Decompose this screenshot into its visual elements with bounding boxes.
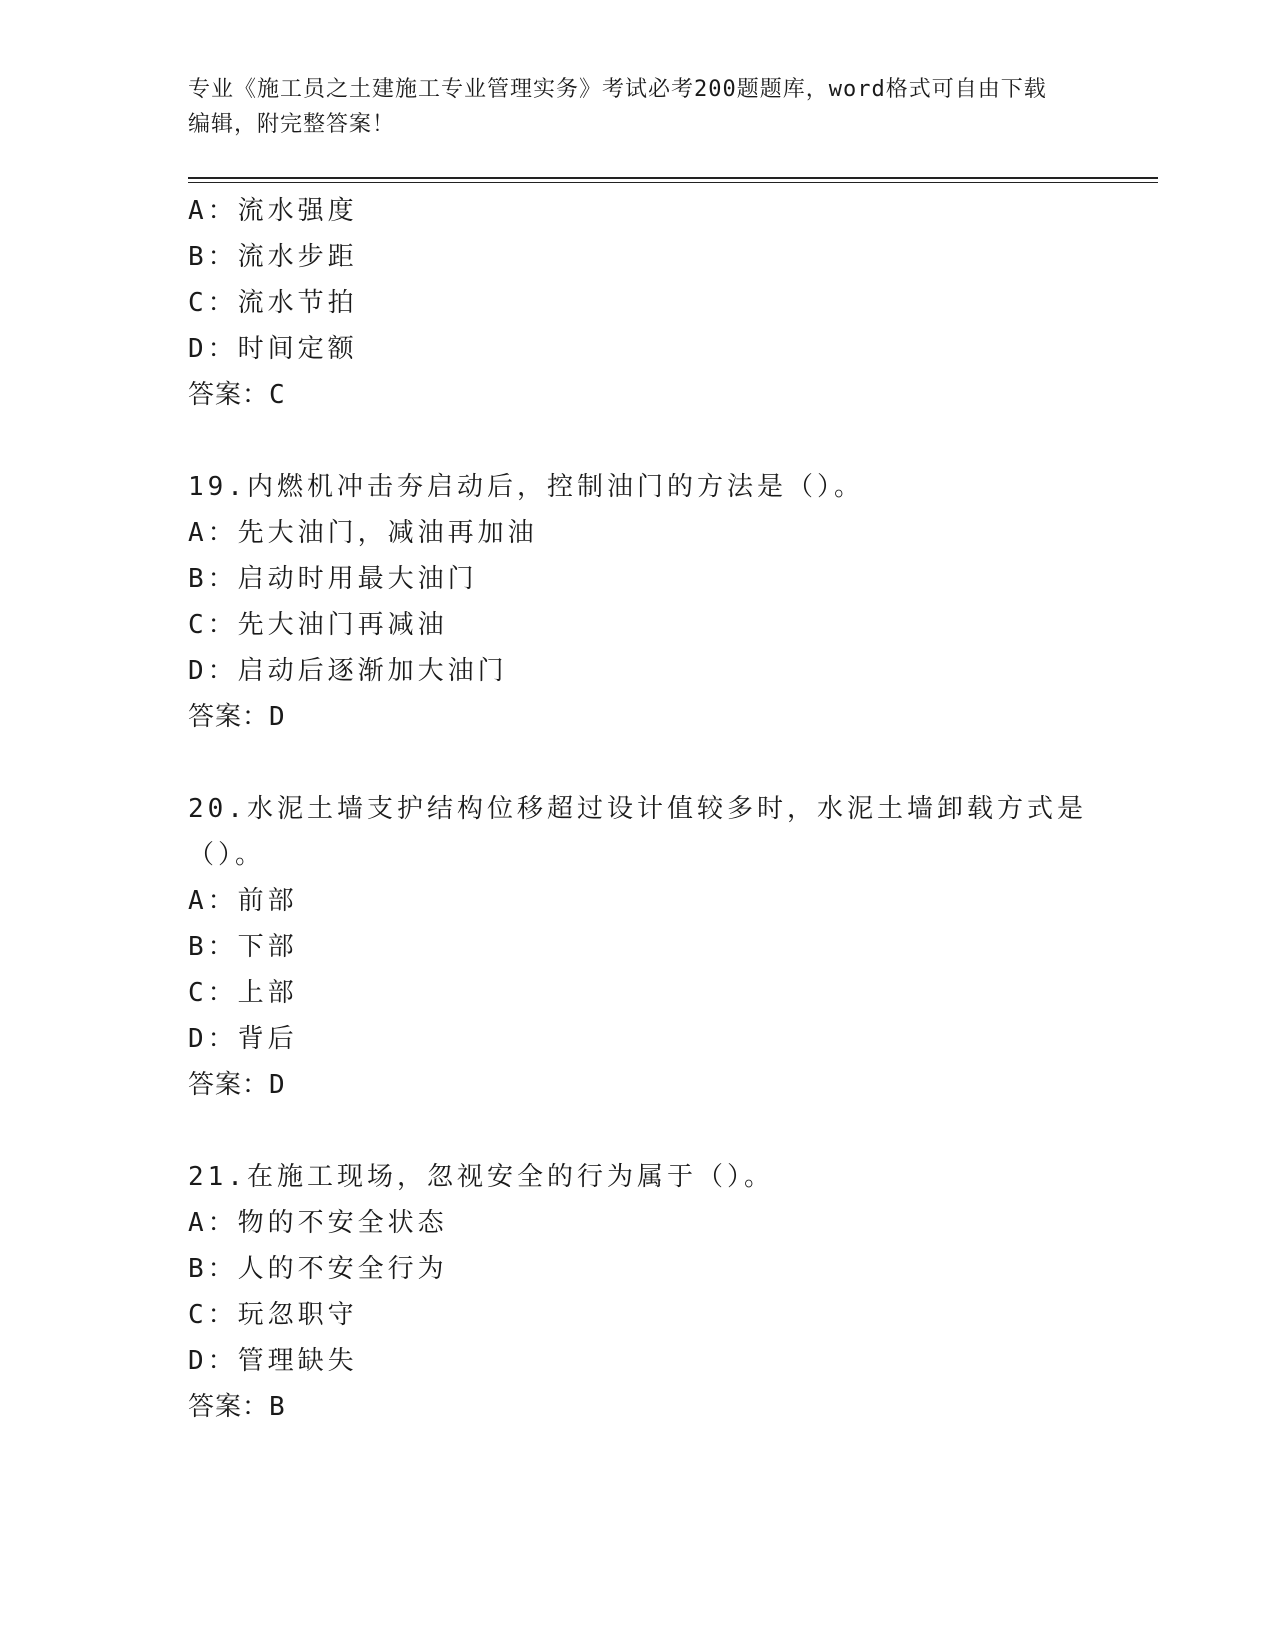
option-d: D：管理缺失 — [188, 1346, 358, 1376]
option-c: C：流水节拍 — [188, 288, 358, 318]
option-c: C：上部 — [188, 978, 298, 1008]
question-block-18 — [188, 188, 1088, 418]
option-b: B：人的不安全行为 — [188, 1254, 448, 1284]
question-text: 21.在施工现场，忽视安全的行为属于（）。 — [188, 1162, 774, 1192]
option-b: B：启动时用最大油门 — [188, 564, 478, 594]
answer-line — [188, 372, 1088, 418]
option-d: D：时间定额 — [188, 334, 358, 364]
option-d: D：背后 — [188, 1024, 298, 1054]
answer-label: 答案： — [188, 702, 270, 732]
page-header: 专业《施工员之土建施工专业管理实务》考试必考200题题库，word格式可自由下载编辑，附完整答案！ — [188, 77, 1047, 137]
option-b: B：流水步距 — [188, 242, 358, 272]
question-block-21 — [188, 1154, 1088, 1430]
option-a: A：前部 — [188, 886, 298, 916]
question-text: 19.内燃机冲击夯启动后，控制油门的方法是（）。 — [188, 472, 864, 502]
answer-line — [188, 1062, 1088, 1108]
answer-value: D — [269, 1070, 286, 1100]
option-d: D：启动后逐渐加大油门 — [188, 656, 508, 686]
answer-label: 答案： — [188, 380, 270, 410]
answer-line — [188, 1384, 1088, 1430]
answer-label: 答案： — [188, 1392, 270, 1422]
question-block-19 — [188, 464, 1088, 740]
option-a: A：物的不安全状态 — [188, 1208, 448, 1238]
answer-label: 答案： — [188, 1070, 270, 1100]
answer-value: D — [269, 702, 286, 732]
answer-line — [188, 694, 1088, 740]
answer-value: C — [269, 380, 286, 410]
question-block-20 — [188, 786, 1088, 1108]
option-a: A：流水强度 — [188, 196, 358, 226]
header-rule-thick — [188, 177, 1158, 179]
question-list — [188, 188, 1088, 1430]
question-text: 20.水泥土墙支护结构位移超过设计值较多时，水泥土墙卸载方式是（）。 — [188, 794, 1087, 870]
option-c: C：玩忽职守 — [188, 1300, 358, 1330]
option-b: B：下部 — [188, 932, 298, 962]
option-a: A：先大油门，减油再加油 — [188, 518, 538, 548]
option-c: C：先大油门再减油 — [188, 610, 448, 640]
answer-value: B — [269, 1392, 286, 1422]
header-rule-thin — [188, 182, 1158, 183]
